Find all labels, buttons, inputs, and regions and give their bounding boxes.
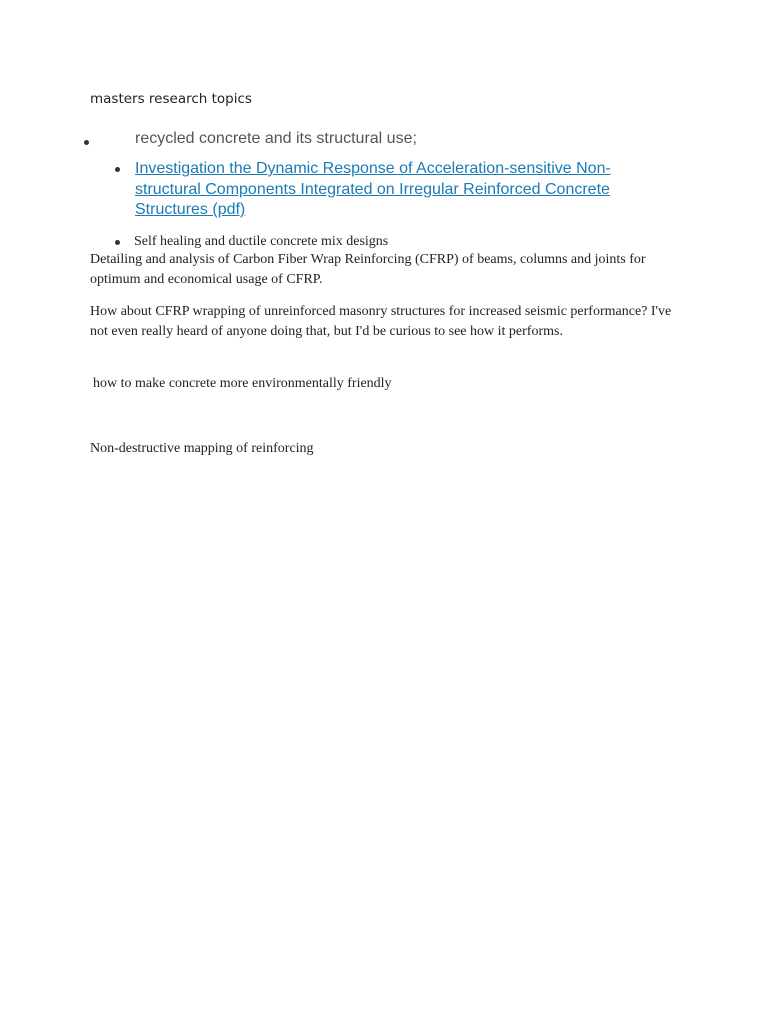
paragraph-cfrp-masonry: How about CFRP wrapping of unreinforced masonry structures for increased seismic performance? I've not even really heard of anyone doing that, but I'd be curious to see how it performs. (90, 304, 672, 339)
list-bullet (115, 240, 120, 245)
list-bullet (84, 140, 89, 145)
page-title: masters research topics (90, 91, 252, 107)
list-bullet (115, 167, 120, 172)
research-paper-link[interactable]: Investigation the Dynamic Response of Acceleration-sensitive Non-structural Components Integrated on Irregular Reinforced Concrete Structures (pdf) (135, 160, 611, 218)
list-item-recycled-concrete: recycled concrete and its structural use; (135, 130, 417, 147)
paragraph-cfrp-detailing: Detailing and analysis of Carbon Fiber Wrap Reinforcing (CFRP) of beams, columns and joints for optimum and economical usage of CFRP. (90, 252, 646, 287)
list-item-self-healing: Self healing and ductile concrete mix designs (134, 234, 389, 249)
paragraph-environmental: how to make concrete more environmentally friendly (93, 376, 392, 391)
paragraph-non-destructive: Non-destructive mapping of reinforcing (90, 441, 314, 456)
